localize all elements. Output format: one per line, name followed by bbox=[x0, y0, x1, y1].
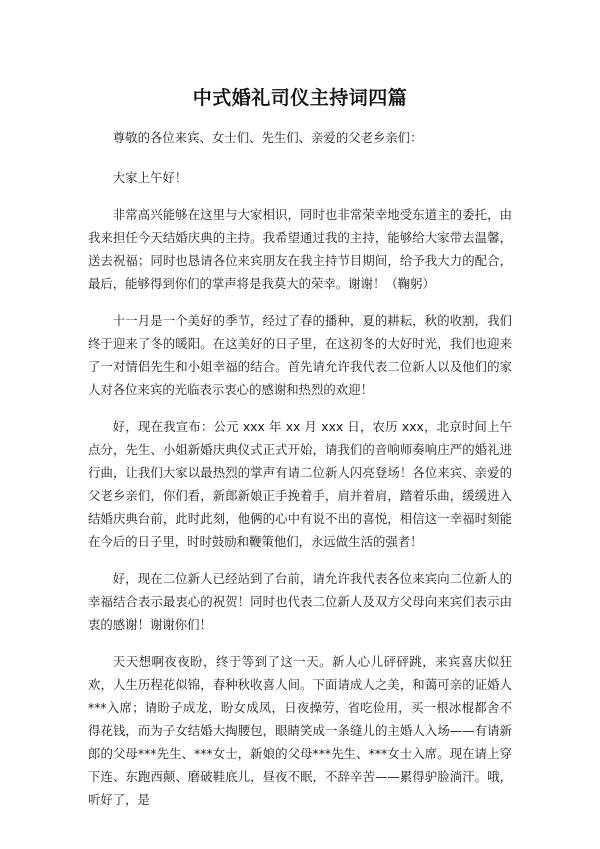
congratulation-paragraph: 好，现在二位新人已经站到了台前，请允许我代表各位来宾向二位新人的幸福结合表示最衷心的祝贺！同时也代表二位新人及双方父母向来宾们表示由衷的感谢！谢谢你们！ bbox=[88, 571, 512, 632]
announcement-paragraph: 好，现在我宣布：公元 xxx 年 xx 月 xxx 日，农历 xxx，北京时间上午点分，先生、小姐新婚庆典仪式正式开始，请我们的音响师奏响庄严的婚礼进行曲，让我们大家以最热烈的掌声有请二位新人闪亮登场！各位来宾、亲爱的父老乡亲们，你们看，新郎新娘正手挽着手，肩并着肩，踏着乐曲，缓缓进入结婚庆典台前，此时此刻，他俩的心中有说不出的喜悦，相信这一幸福时刻能在今后的日子里，时时鼓励和鞭策他们，永远做生活的强者！ bbox=[88, 419, 512, 549]
greeting-paragraph: 大家上午好！ bbox=[112, 170, 188, 185]
season-paragraph: 十一月是一个美好的季节，经过了春的播种，夏的耕耘，秋的收割，我们终于迎来了冬的暖阳。在这美好的日子里，在这初冬的大好时光，我们也迎来了一对情侣先生和小姐幸福的结合。首先请允许我代表二位新人以及他们的家人对各位来宾的光临表示衷心的感谢和热烈的欢迎！ bbox=[88, 313, 512, 397]
document-title: 中式婚礼司仪主持词四篇 bbox=[192, 87, 408, 109]
salutation-paragraph: 尊敬的各位来宾、女士们、先生们、亲爱的父老乡亲们： bbox=[112, 130, 423, 145]
ceremony-paragraph: 天天想啊夜夜盼，终于等到了这一天。新人心儿砰砰跳，来宾喜庆似狂欢，人生历程花似锦，春种秋收喜人间。下面请成人之美，和蔼可亲的证婚人***入席；请盼子成龙，盼女成凤，日夜操劳，省吃俭用，买一根冰棍都舍不得花钱，而为子女结婚大掏腰包，眼睛笑成一条缝儿的主婚人入场——有请新郎的父母***先生、***女士，新娘的父母***先生、***女士入席。现在请上穿下连、东跑西颠、磨破鞋底儿，昼夜不眠，不辞辛苦——累得驴脸淌汗。哦，听好了，是 bbox=[88, 654, 512, 807]
opening-paragraph: 非常高兴能够在这里与大家相识，同时也非常荣幸地受东道主的委托，由我来担任今天结婚庆典的主持。我希望通过我的主持，能够给大家带去温馨，送去祝福；同时也恳请各位来宾朋友在我主持节目期间，给予我大力的配合，最后，能够得到你们的掌声将是我莫大的荣幸。谢谢！（鞠躬） bbox=[88, 207, 512, 291]
